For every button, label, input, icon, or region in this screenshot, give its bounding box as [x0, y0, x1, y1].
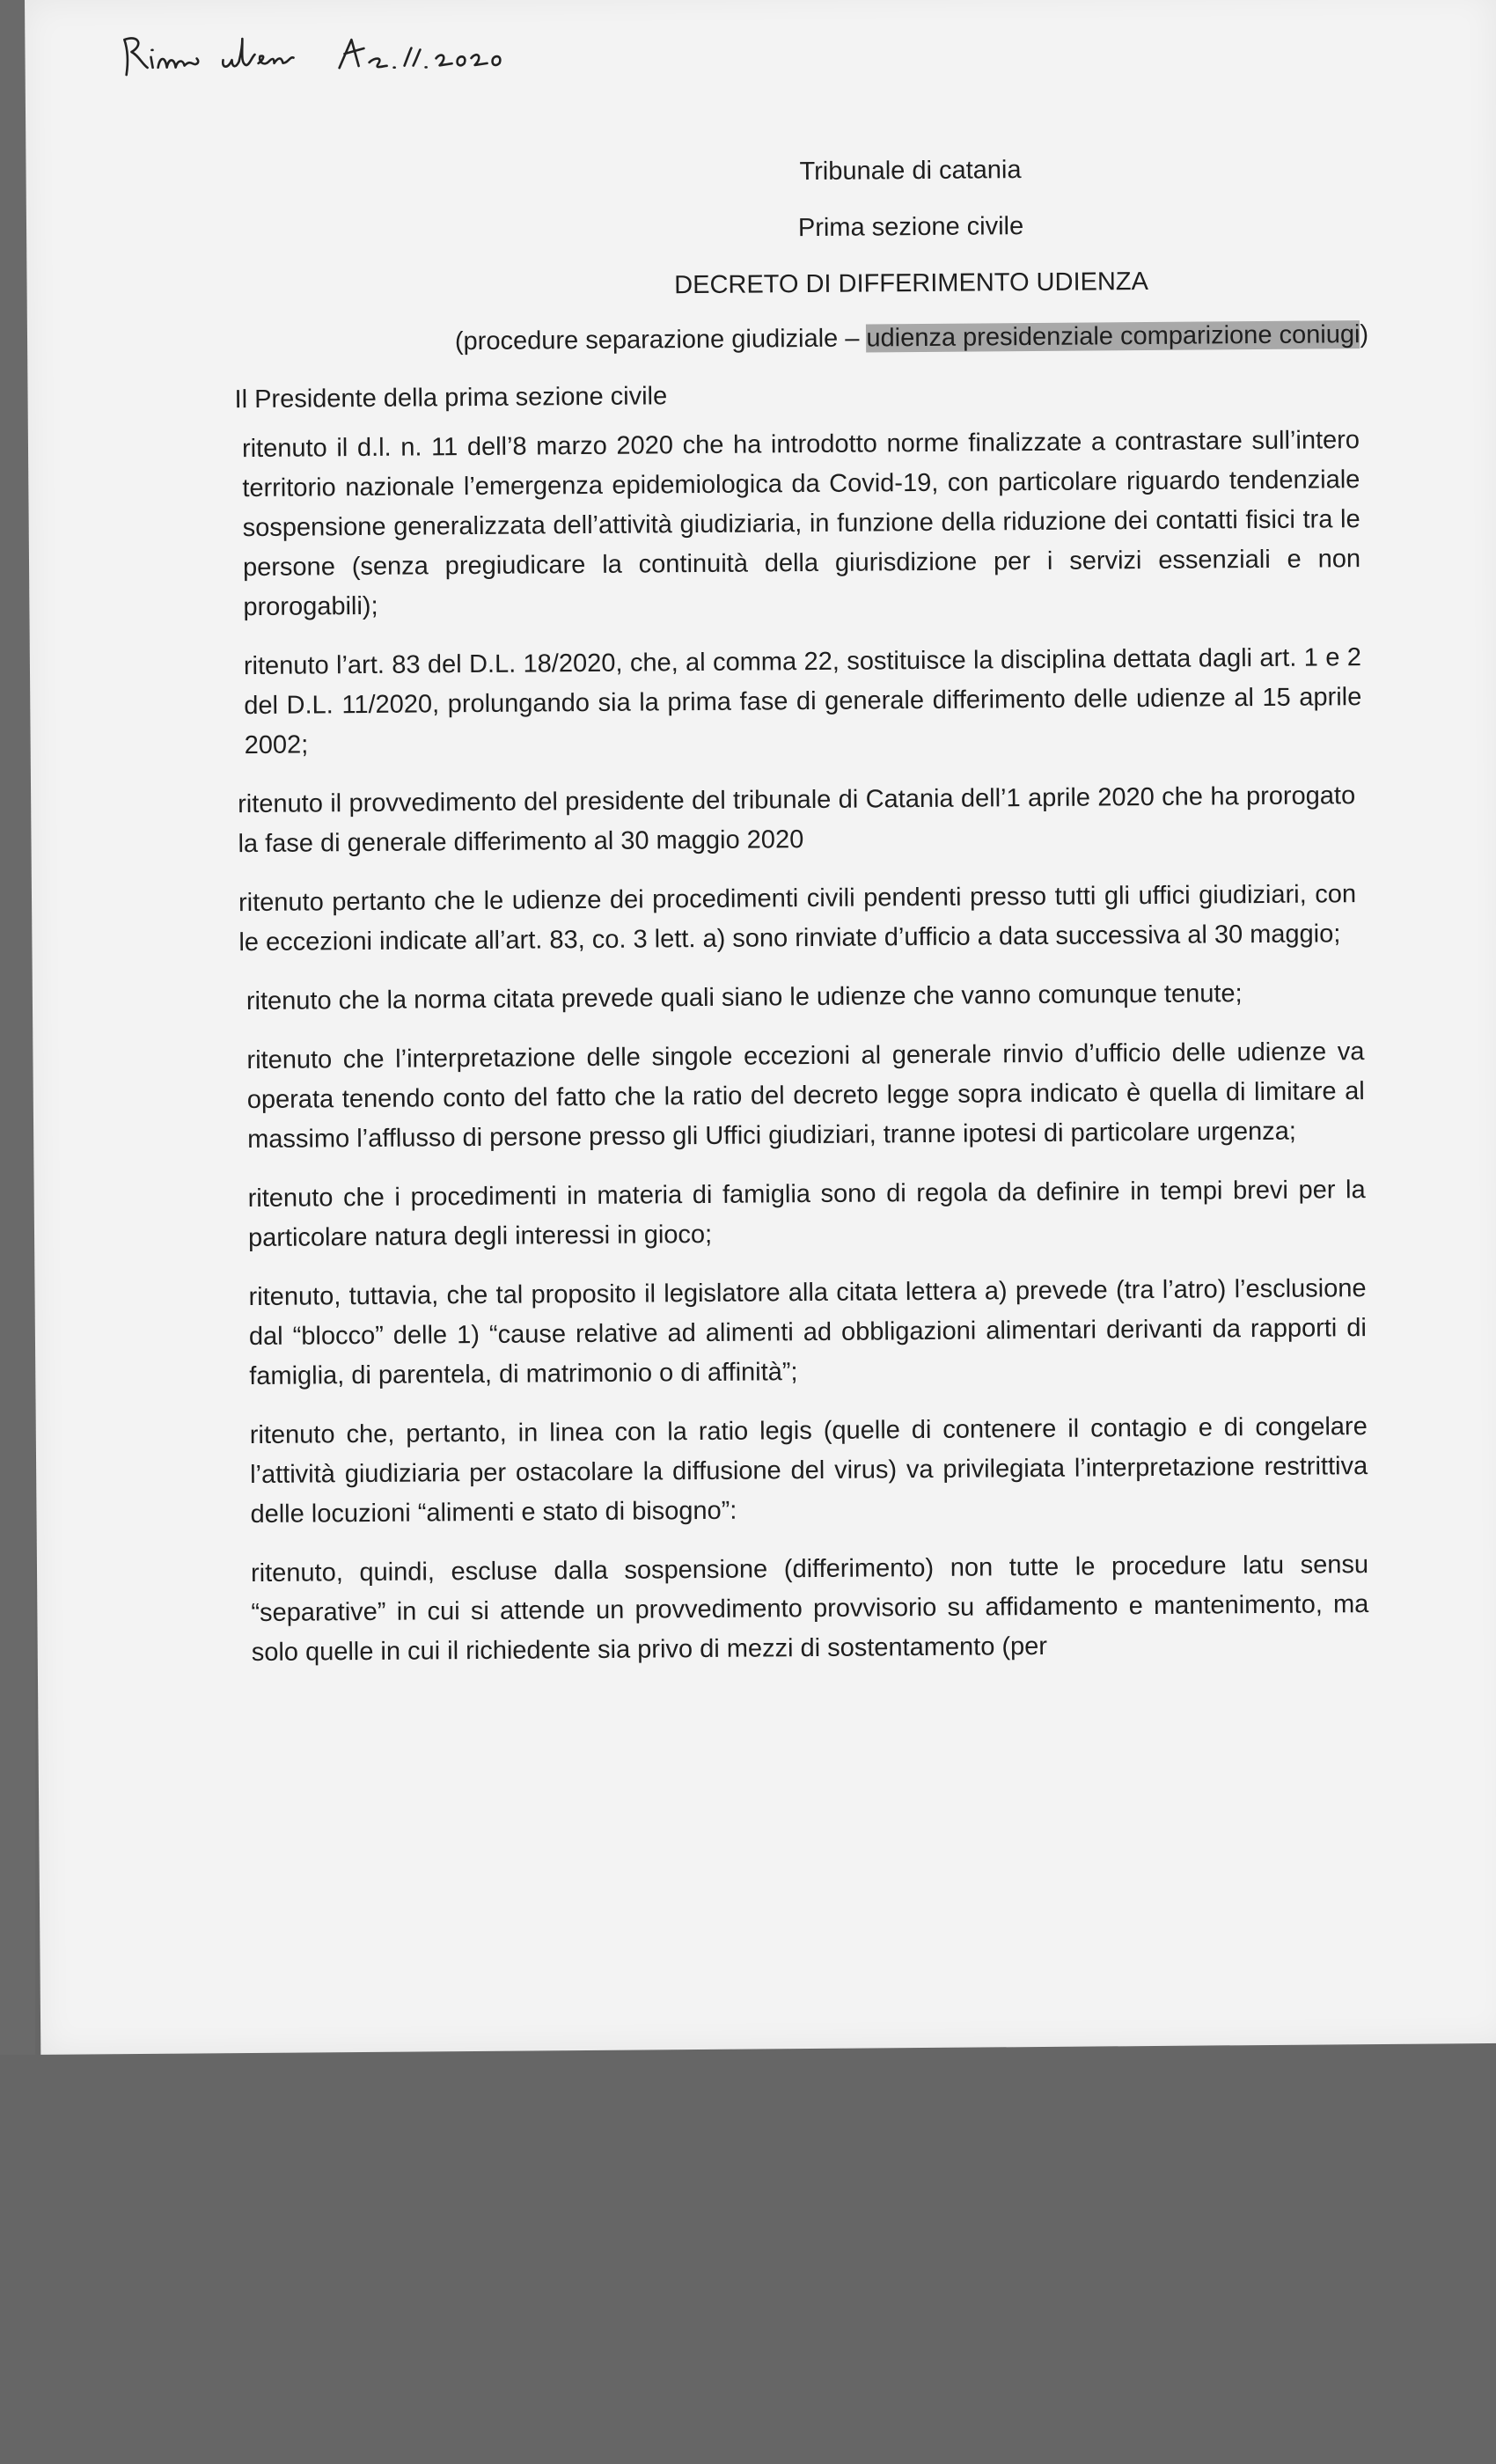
paragraph-1: ritenuto il d.l. n. 11 dell’8 marzo 2020 che ha introdotto norme finalizzate a contrastare sull’intero territorio nazionale l’emergenza epidemiologica da Covid-19, con particolare riguardo tendenziale sospensione generalizzata dell’attività giudiziaria, in funzione della riduzione dei contatti fisici tra le persone (senza pregiudicare la continuità della giurisdizione per i servizi essenziali e non prorogabili); [241, 426, 1361, 622]
paragraph-4: ritenuto pertanto che le udienze dei procedimenti civili pendenti presso tutti gli uffici giudiziari, con le eccezioni indicate all’art. 83, co. 3 lett. a) sono rinviate d’ufficio a data successiva al 30 maggio; [238, 880, 1357, 957]
court-name: Tribunale di catania [799, 156, 1022, 187]
handwritten-signature-graphic [108, 20, 567, 85]
paragraph-3: ritenuto il provvedimento del presidente del tribunale di Catania dell’1 aprile 2020 che ha prorogato la fase di generale differimento al 30 maggio 2020 [238, 781, 1356, 859]
document-title: DECRETO DI DIFFERIMENTO UDIENZA [674, 267, 1149, 300]
paragraph-5: ritenuto che la norma citata prevede quali siano le udienze che vanno comunque tenute; [246, 979, 1243, 1016]
paragraph-10: ritenuto, quindi, escluse dalla sospensione (differimento) non tutte le procedure latu sensu “separative” in cui si attende un provvedimento provvisorio su affidamento e mantenimento, ma solo quelle in cui il richiedente sia privo di mezzi di sostentamento (per [250, 1551, 1369, 1668]
subtitle-suffix: ) [1360, 320, 1369, 349]
paragraph-6: ritenuto che l’interpretazione delle singole eccezioni al generale rinvio d’ufficio delle udienze va operata tenendo conto del fatto che la ratio del decreto legge sopra indicato è quella di limitare al massimo l’afflusso di persone presso gli Uffici giudiziari, tranne ipotesi di particolare urgenza; [246, 1038, 1365, 1155]
paragraph-2: ritenuto l’art. 83 del D.L. 18/2020, che, al comma 22, sostituisce la disciplina dettata dagli art. 1 e 2 del D.L. 11/2020, prolungando sia la prima fase di generale differimento delle udienze al 15 aprile 2002; [243, 643, 1362, 760]
document-page [25, 0, 1496, 2055]
handwritten-annotation [108, 20, 567, 85]
paragraph-9: ritenuto che, pertanto, in linea con la ratio legis (quelle di contenere il contagio e di congelare l’attività giudiziaria per ostacolare la diffusione del virus) va privilegiata l’interpretazione restrittiva delle locuzioni “alimenti e stato di bisogno”: [249, 1412, 1368, 1529]
subtitle-prefix: (procedure separazione giudiziale – [454, 324, 867, 356]
document-body [232, 139, 1389, 1692]
paragraph-8: ritenuto, tuttavia, che tal proposito il legislatore alla citata lettera a) prevede (tra l’atro) l’esclusione dal “blocco” delle 1) “cause relative ad alimenti ad obbligazioni alimentari derivanti da rapporti di famiglia, di parentela, di matrimonio o di affinità”; [248, 1274, 1368, 1391]
president-line: Il Presidente della prima sezione civile [234, 382, 668, 414]
subtitle-highlight: udienza presidenziale comparizione coniugi [866, 320, 1360, 353]
document-subtitle [340, 307, 1484, 369]
paragraph-7: ritenuto che i procedimenti in materia di famiglia sono di regola da definire in tempi brevi per la particolare natura degli interessi in gioco; [247, 1176, 1366, 1253]
section-name: Prima sezione civile [797, 212, 1024, 243]
